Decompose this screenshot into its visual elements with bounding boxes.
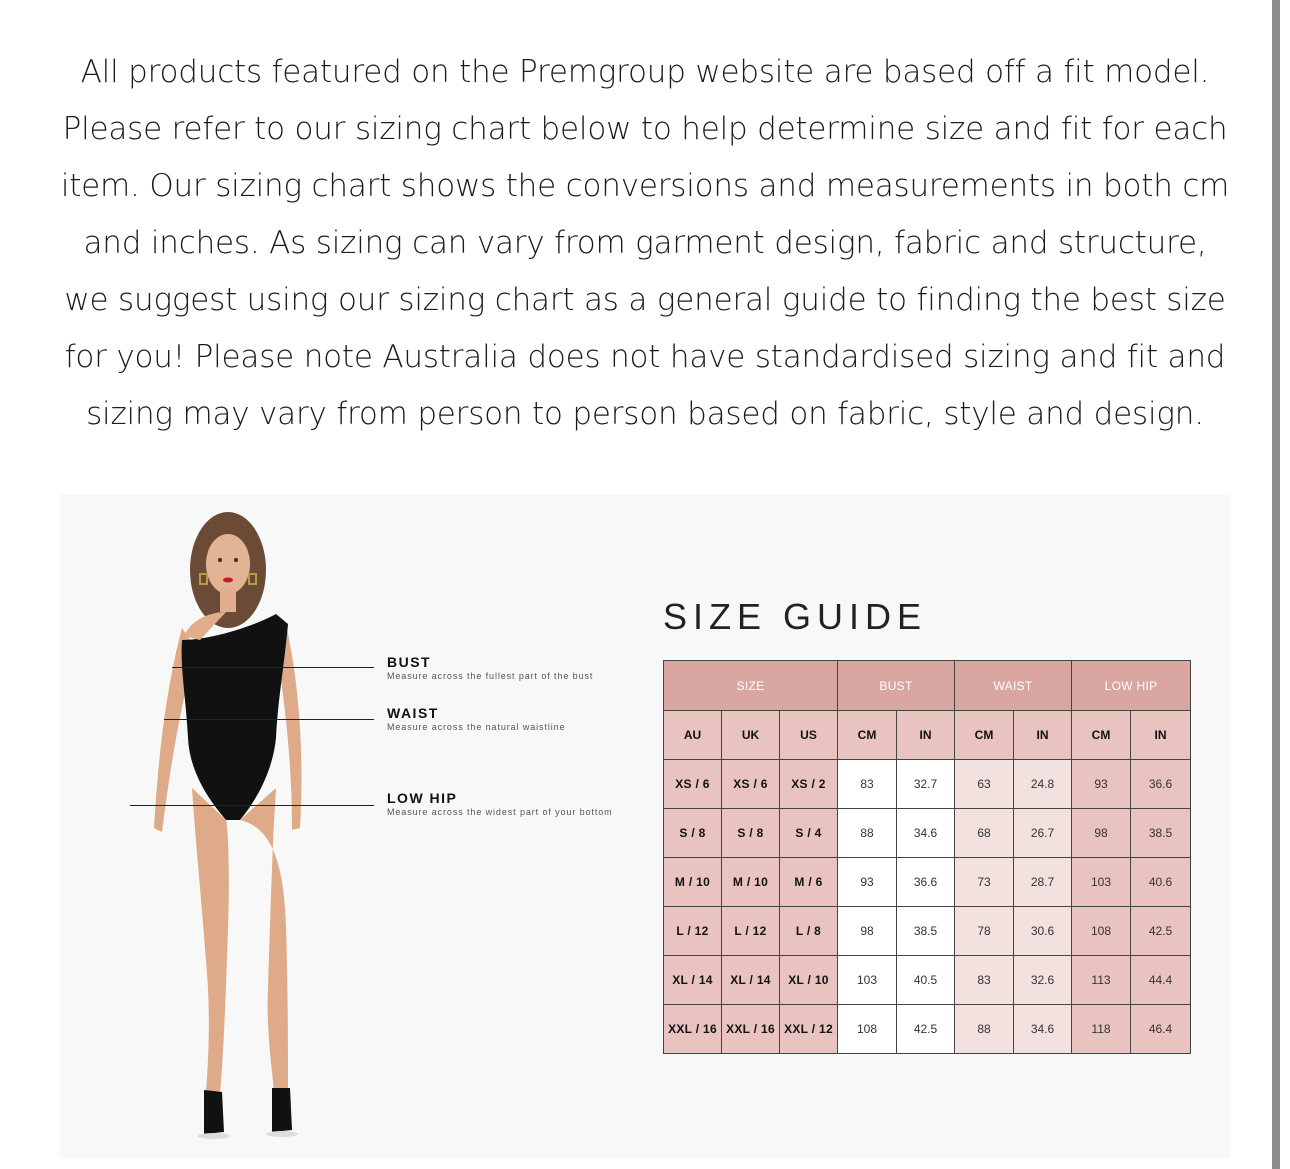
sub-header-hip-in: IN	[1131, 711, 1191, 760]
table-cell: 98	[1072, 809, 1131, 858]
table-cell: 98	[838, 907, 897, 956]
table-row	[664, 809, 1191, 858]
sub-header-au: AU	[664, 711, 722, 760]
table-cell: 68	[955, 809, 1014, 858]
table-cell: L / 12	[664, 907, 722, 956]
table-cell: 32.6	[1014, 956, 1072, 1005]
table-cell: XL / 10	[780, 956, 838, 1005]
page-scrollbar[interactable]	[1272, 0, 1280, 1169]
table-cell: 88	[838, 809, 897, 858]
low-hip-line	[130, 805, 374, 806]
table-cell: 30.6	[1014, 907, 1072, 956]
table-cell: 118	[1072, 1005, 1131, 1054]
table-cell: 24.8	[1014, 760, 1072, 809]
bust-label	[387, 654, 593, 681]
waist-title: WAIST	[387, 705, 439, 721]
table-cell: 26.7	[1014, 809, 1072, 858]
table-cell: 108	[1072, 907, 1131, 956]
low-hip-label	[387, 790, 613, 817]
table-cell: 38.5	[1131, 809, 1191, 858]
table-cell: 73	[955, 858, 1014, 907]
table-row	[664, 760, 1191, 809]
sub-header-bust-cm: CM	[838, 711, 897, 760]
low-hip-title: LOW HIP	[387, 790, 458, 806]
table-cell: 32.7	[897, 760, 955, 809]
sub-header-row	[664, 711, 1191, 760]
bust-line	[172, 667, 374, 668]
sub-header-bust-in: IN	[897, 711, 955, 760]
table-cell: XS / 6	[664, 760, 722, 809]
table-cell: 83	[955, 956, 1014, 1005]
table-cell: 93	[1072, 760, 1131, 809]
sub-header-waist-in: IN	[1014, 711, 1072, 760]
table-cell: 93	[838, 858, 897, 907]
table-cell: 42.5	[1131, 907, 1191, 956]
size-guide-image	[60, 494, 1230, 1158]
table-cell: XXL / 16	[664, 1005, 722, 1054]
waist-label	[387, 705, 565, 732]
table-cell: 63	[955, 760, 1014, 809]
sub-header-waist-cm: CM	[955, 711, 1014, 760]
model-figure	[100, 508, 380, 1148]
table-cell: 78	[955, 907, 1014, 956]
table-cell: M / 10	[722, 858, 780, 907]
table-cell: L / 12	[722, 907, 780, 956]
group-header-row	[664, 661, 1191, 711]
bust-description: Measure across the fullest part of the bust	[387, 671, 594, 681]
bust-title: BUST	[387, 654, 432, 670]
group-waist: WAIST	[955, 661, 1072, 711]
table-cell: M / 10	[664, 858, 722, 907]
table-cell: 34.6	[897, 809, 955, 858]
waist-line	[164, 719, 374, 720]
table-cell: 42.5	[897, 1005, 955, 1054]
group-bust: BUST	[838, 661, 955, 711]
table-cell: XL / 14	[664, 956, 722, 1005]
table-cell: 88	[955, 1005, 1014, 1054]
sub-header-us: US	[780, 711, 838, 760]
sub-header-hip-cm: CM	[1072, 711, 1131, 760]
table-cell: XS / 6	[722, 760, 780, 809]
table-cell: 40.5	[897, 956, 955, 1005]
table-cell: 103	[838, 956, 897, 1005]
table-row	[664, 858, 1191, 907]
table-cell: 46.4	[1131, 1005, 1191, 1054]
table-cell: 28.7	[1014, 858, 1072, 907]
table-cell: S / 8	[664, 809, 722, 858]
table-cell: 36.6	[1131, 760, 1191, 809]
table-cell: 108	[838, 1005, 897, 1054]
table-row	[664, 956, 1191, 1005]
size-guide-title: SIZE GUIDE	[663, 596, 928, 637]
intro-paragraph: All products featured on the Premgroup website are based off a fit model. Please refer to our sizing chart below to help determine size and fit for each item. Our sizing chart shows the conversions and measurements in both cm and inches. As sizing can vary from garment design, fabric and structure, we suggest using our sizing chart as a general guide to finding the best size for you! Please note Australia does not have standardised sizing and fit and sizing may vary from person to person based on fabric, style and design.	[60, 54, 1230, 432]
group-size: SIZE	[664, 661, 838, 711]
table-cell: XS / 2	[780, 760, 838, 809]
table-cell: 103	[1072, 858, 1131, 907]
table-cell: 113	[1072, 956, 1131, 1005]
table-cell: 40.6	[1131, 858, 1191, 907]
table-cell: S / 4	[780, 809, 838, 858]
group-low-hip: LOW HIP	[1072, 661, 1191, 711]
table-cell: XXL / 16	[722, 1005, 780, 1054]
waist-description: Measure across the natural waistline	[387, 722, 566, 732]
table-cell: M / 6	[780, 858, 838, 907]
table-row	[664, 1005, 1191, 1054]
table-cell: L / 8	[780, 907, 838, 956]
table-cell: XXL / 12	[780, 1005, 838, 1054]
table-cell: S / 8	[722, 809, 780, 858]
table-cell: 36.6	[897, 858, 955, 907]
table-cell: 38.5	[897, 907, 955, 956]
size-table	[663, 660, 1191, 1054]
sub-header-uk: UK	[722, 711, 780, 760]
table-cell: 44.4	[1131, 956, 1191, 1005]
low-hip-description: Measure across the widest part of your bottom	[387, 807, 613, 817]
table-cell: 34.6	[1014, 1005, 1072, 1054]
table-cell: 83	[838, 760, 897, 809]
table-cell: XL / 14	[722, 956, 780, 1005]
table-row	[664, 907, 1191, 956]
